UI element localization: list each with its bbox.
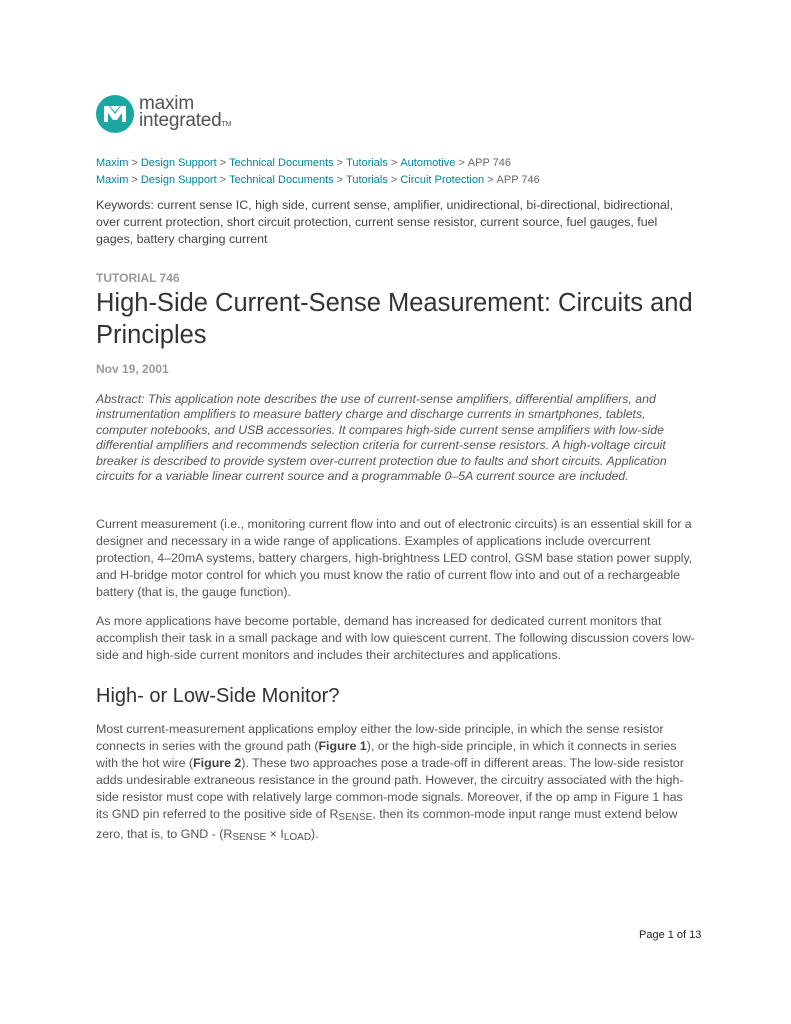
breadcrumb-link[interactable]: Tutorials [346, 174, 388, 186]
logo-wordmark [139, 95, 231, 133]
breadcrumb-link[interactable]: Maxim [96, 157, 129, 169]
p3-text: ). [311, 827, 319, 841]
p3-text: × I [266, 827, 284, 841]
breadcrumb-row-1 [96, 155, 540, 172]
p3-text: Most current-measurement applications employ either the low-side principle, in which the sense resistor connects in series with the ground path ( [96, 722, 664, 753]
breadcrumb-sep: > [458, 157, 465, 169]
breadcrumb-link[interactable]: Design Support [140, 157, 217, 169]
maxim-logo[interactable] [96, 95, 231, 133]
breadcrumb-sep: > [336, 157, 344, 169]
subscript: SENSE [338, 812, 373, 823]
figure-2-ref: Figure 2 [193, 756, 242, 770]
breadcrumb-link[interactable]: Technical Documents [229, 157, 334, 169]
logo-line1: maxim [139, 93, 194, 114]
publish-date: Nov 19, 2001 [96, 362, 169, 376]
breadcrumb-link[interactable]: Maxim [96, 174, 129, 186]
p3-text: , then its common-mode input range must extend below zero, that is, to GND - (R [96, 807, 678, 841]
breadcrumb-sep: > [390, 157, 398, 169]
breadcrumb-link[interactable]: Circuit Protection [400, 174, 485, 186]
breadcrumb-link[interactable]: Automotive [400, 157, 456, 169]
subscript: LOAD [283, 832, 312, 843]
breadcrumb-sep: > [131, 174, 138, 186]
breadcrumb-current: APP 746 [467, 157, 512, 169]
breadcrumb-link[interactable]: Tutorials [346, 157, 388, 169]
logo-line2: integrated [139, 110, 222, 131]
breadcrumb-sep: > [219, 157, 227, 169]
breadcrumb-sep: > [219, 174, 227, 186]
breadcrumbs [96, 155, 540, 189]
abstract: Abstract: This application note describes the use of current-sense amplifiers, differential amplifiers, and instrumentation amplifiers to measure battery charge and discharge currents in smartphones, tablets, computer notebooks, and USB accessories. It compares high-side current sense amplifiers with low-side differential amplifiers and recommends selection criteria for current-sense resistors. A high-voltage circuit breaker is described to provide system over-current protection due to faults and short circuits. Application circuits for a variable linear current source and a programmable 0–5A current source are included. [96, 392, 667, 484]
breadcrumb-link[interactable]: Design Support [140, 174, 217, 186]
paragraph-3 [96, 721, 696, 846]
tutorial-label: TUTORIAL 746 [96, 271, 180, 285]
page-number: Page 1 of 13 [639, 929, 702, 941]
paragraph-2: As more applications have become portable, demand has increased for dedicated current monitors that accomplish their task in a small package and with low quiescent current. The following discussion covers low-side and high-side current monitors and includes their architectures and applications. [96, 614, 695, 662]
breadcrumb-sep: > [131, 157, 138, 169]
breadcrumb-sep: > [390, 174, 398, 186]
logo-tm: TM [221, 121, 232, 128]
breadcrumb-row-2 [96, 172, 540, 189]
breadcrumb-sep: > [336, 174, 344, 186]
section-heading: High- or Low-Side Monitor? [96, 685, 340, 707]
p3-text: ). These two approaches pose a trade-off in different areas. The low-side resistor adds undesirable extraneous resistance in the ground path. However, the circuitry associated with the high-side resistor must cope with relatively large common-mode signals. Moreover, if the op amp in Figure 1 has its GND pin referred to the positive side of R [96, 756, 684, 821]
paragraph-1: Current measurement (i.e., monitoring current flow into and out of electronic circuits) is an essential skill for a designer and necessary in a wide range of applications. Examples of applications include overcurrent protection, 4–20mA systems, battery chargers, high-brightness LED control, GSM base station power supply, and H-bridge motor control for which you must know the ratio of current flow into and out of a rechargeable battery (that is, the gauge function). [96, 517, 693, 599]
keywords: Keywords: current sense IC, high side, current sense, amplifier, unidirectional, bi-directional, bidirectional, over current protection, short circuit protection, current sense resistor, current source, fuel gauges, fuel gages, battery charging current [96, 198, 674, 246]
figure-1-ref: Figure 1 [318, 739, 367, 753]
breadcrumb-sep: > [487, 174, 494, 186]
page-title: High-Side Current-Sense Measurement: Circuits and Principles [96, 289, 693, 349]
subscript: SENSE [232, 832, 267, 843]
p3-text: ), or the high-side principle, in which it connects in series with the hot wire ( [96, 739, 677, 770]
breadcrumb-current: APP 746 [496, 174, 540, 186]
breadcrumb-link[interactable]: Technical Documents [229, 174, 334, 186]
maxim-logo-icon [96, 95, 134, 133]
